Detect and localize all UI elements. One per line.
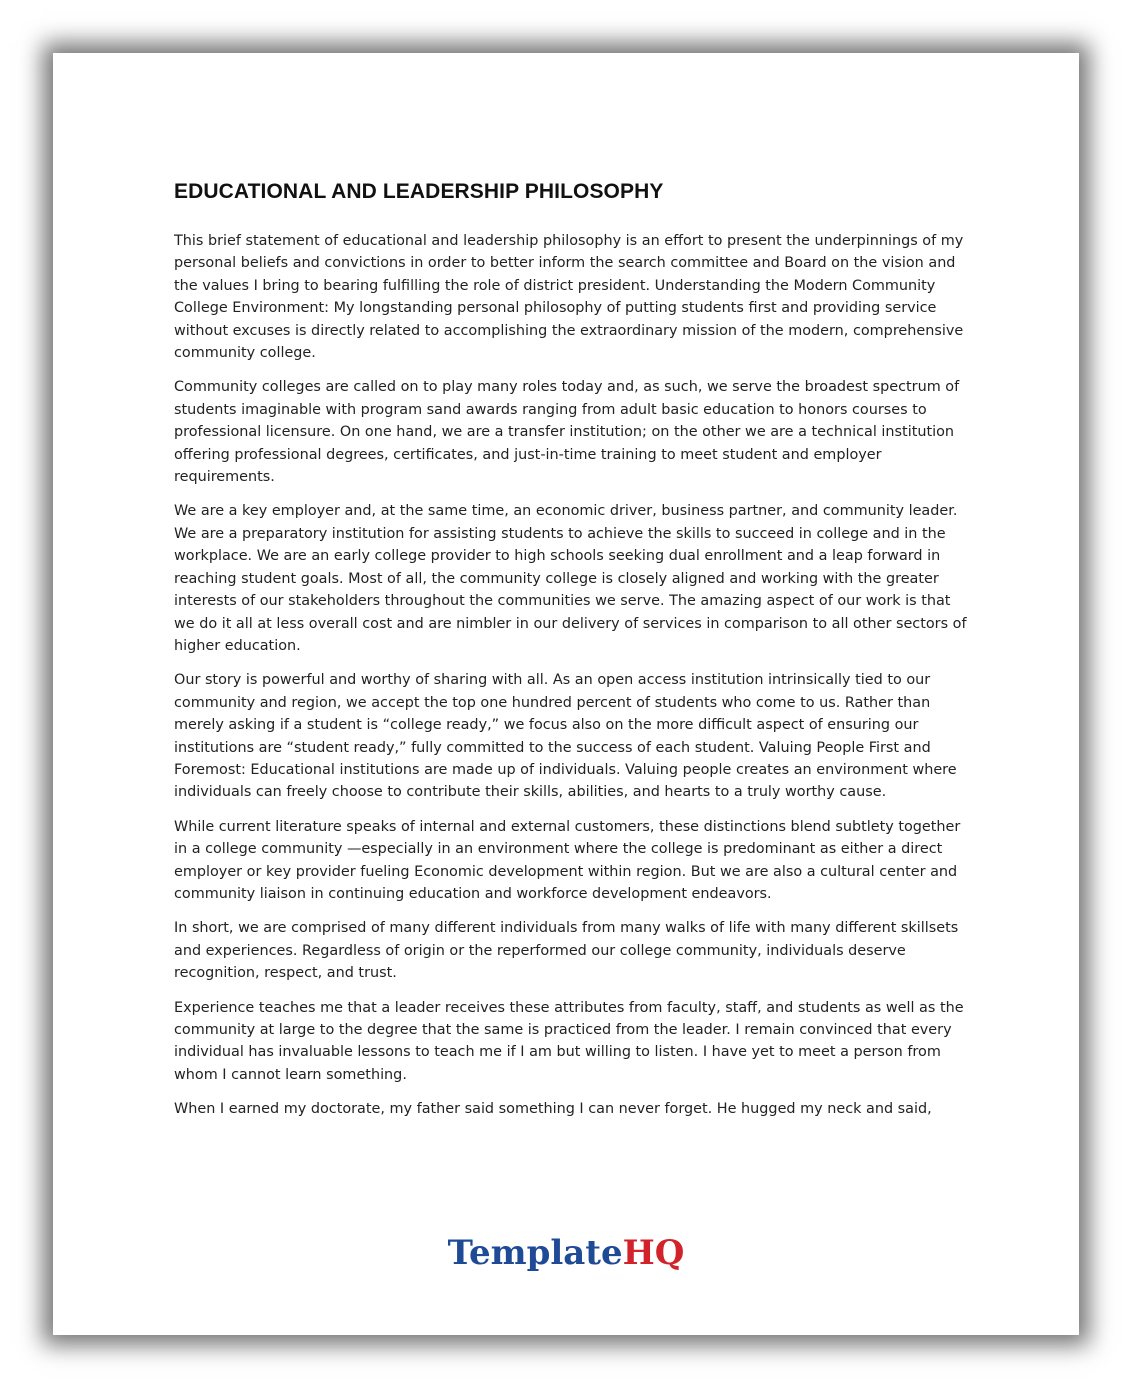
logo-text-template: Template	[447, 1233, 623, 1273]
document-title: EDUCATIONAL AND LEADERSHIP PHILOSOPHY	[174, 180, 664, 203]
paragraph-1: This brief statement of educational and leadership philosophy is an effort to present the underpinnings of my personal beliefs and convictions in order to better inform the search committee and Board on the vision and the values I bring to bearing fulfilling the role of district president. Understanding the Modern Community College Environment: My longstanding personal philosophy of putting students first and providing service without excuses is directly related to accomplishing the extraordinary mission of the modern, comprehensive community college.	[174, 233, 964, 362]
document-page	[53, 53, 1079, 1335]
paragraph-6: In short, we are comprised of many different individuals from many walks of life with many different skillsets and experiences. Regardless of origin or the reperformed our college community, individuals deserve recognition, respect, and trust.	[174, 920, 959, 982]
paragraph-8: When I earned my doctorate, my father said something I can never forget. He hugged my neck and said,	[174, 1101, 932, 1118]
logo-text-hq: HQ	[622, 1233, 685, 1273]
paragraph-3: We are a key employer and, at the same time, an economic driver, business partner, and community leader. We are a preparatory institution for assisting students to achieve the skills to succeed in college and in the workplace. We are an early college provider to high schools seeking dual enrollment and a leap forward in reaching student goals. Most of all, the community college is closely aligned and working with the greater interests of our stakeholders throughout the communities we serve. The amazing aspect of our work is that we do it all at less overall cost and are nimbler in our delivery of services in comparison to all other sectors of higher education.	[174, 503, 967, 654]
paragraph-2: Community colleges are called on to play many roles today and, as such, we serve the broadest spectrum of students imaginable with program sand awards ranging from adult basic education to honors courses to professional licensure. On one hand, we are a transfer institution; on the other we are a technical institution offering professional degrees, certificates, and just-in-time training to meet student and employer requirements.	[174, 379, 960, 486]
paragraph-4: Our story is powerful and worthy of sharing with all. As an open access institution intrinsically tied to our community and region, we accept the top one hundred percent of students who come to us. Rather than merely asking if a student is “college ready,” we focus also on the more difficult aspect of ensuring our institutions are “student ready,” fully committed to the success of each student. Valuing People First and Foremost: Educational institutions are made up of individuals. Valuing people creates an environment where individuals can freely choose to contribute their skills, abilities, and hearts to a truly worthy cause.	[174, 672, 957, 801]
paragraph-5: While current literature speaks of internal and external customers, these distinctions blend subtlety together in a college community —especially in an environment where the college is predominant as either a direct employer or key provider fueling Economic development within region. But we are also a cultural center and community liaison in continuing education and workforce development endeavors.	[174, 818, 961, 902]
document-body	[174, 180, 969, 1133]
templatehq-logo	[0, 1233, 1132, 1273]
paragraph-7: Experience teaches me that a leader receives these attributes from faculty, staff, and students as well as the community at large to the degree that the same is practiced from the leader. I remain convinced that every individual has invaluable lessons to teach me if I am but willing to listen. I have yet to meet a person from whom I cannot learn something.	[174, 999, 964, 1083]
